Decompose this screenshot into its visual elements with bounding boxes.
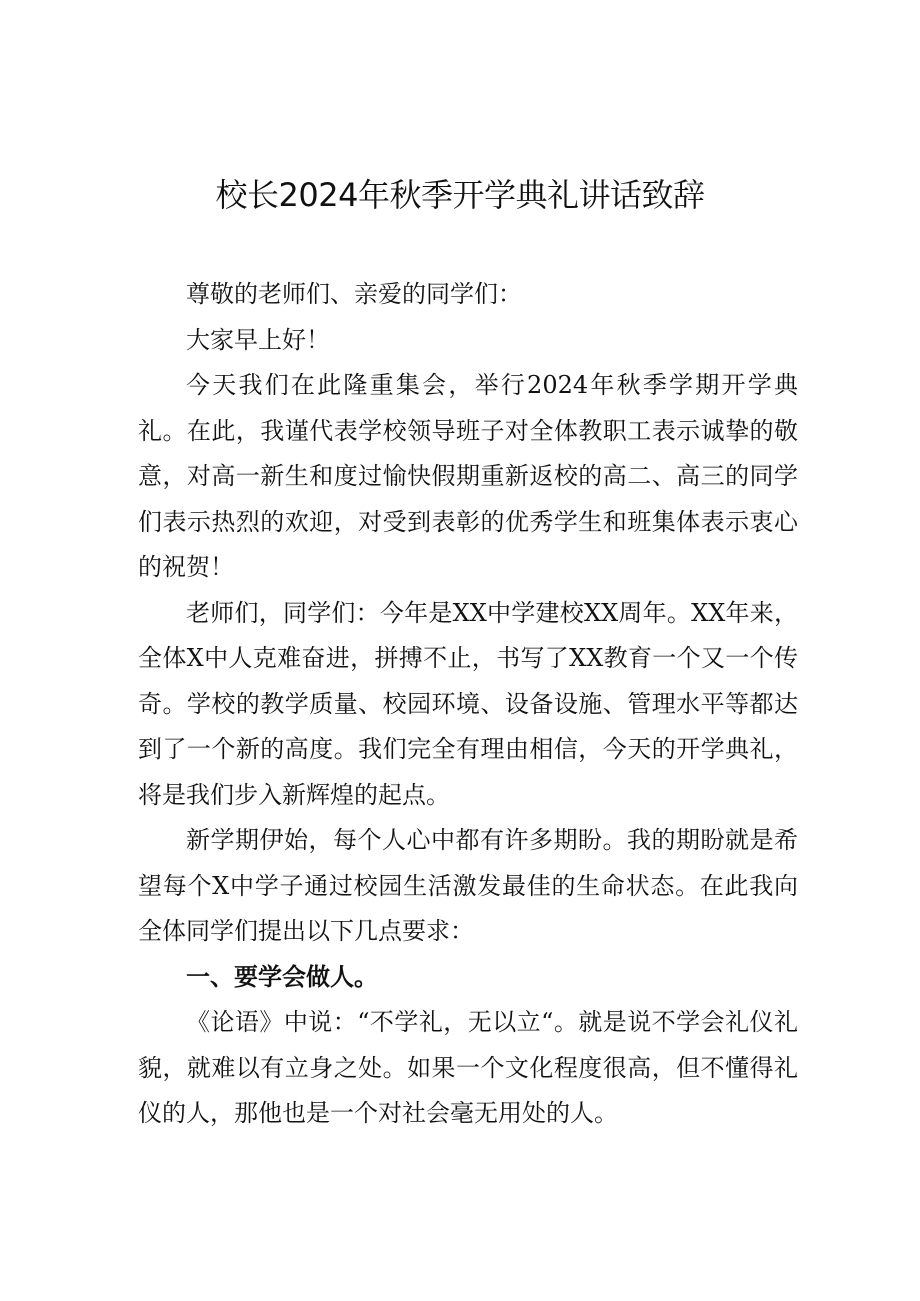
paragraph-anniversary: 老师们，同学们：今年是XX中学建校XX周年。XX年来，全体X中人克难奋进，拼搏不止，书写了XX教育一个又一个传奇。学校的教学质量、校园环境、设备设施、管理水平等都达到了一个新的高度。我们完全有理由相信，今天的开学典礼，将是我们步入新辉煌的起点。 xyxy=(138,598,798,809)
document-body xyxy=(138,272,798,1137)
document-title: 校长2024年秋季开学典礼讲话致辞 xyxy=(215,176,705,214)
paragraph-welcome: 今天我们在此隆重集会，举行2024年秋季学期开学典礼。在此，我谨代表学校领导班子对全体教职工表示诚挚的敬意，对高一新生和度过愉快假期重新返校的高二、高三的同学们表示热烈的欢迎，对受到表彰的优秀学生和班集体表示衷心的祝贺！ xyxy=(138,371,798,581)
salutation: 尊敬的老师们、亲爱的同学们： xyxy=(186,280,522,308)
greeting: 大家早上好！ xyxy=(186,325,330,354)
section-heading-1: 一、要学会做人。 xyxy=(186,962,378,991)
paragraph-analects: 《论语》中说：“不学礼，无以立“。就是说不学会礼仪礼貌，就难以有立身之处。如果一个文化程度很高，但不懂得礼仪的人，那他也是一个对社会毫无用处的人。 xyxy=(138,1008,798,1127)
paragraph-expectations: 新学期伊始，每个人心中都有许多期盼。我的期盼就是希望每个X中学子通过校园生活激发最佳的生命状态。在此我向全体同学们提出以下几点要求： xyxy=(138,826,798,945)
